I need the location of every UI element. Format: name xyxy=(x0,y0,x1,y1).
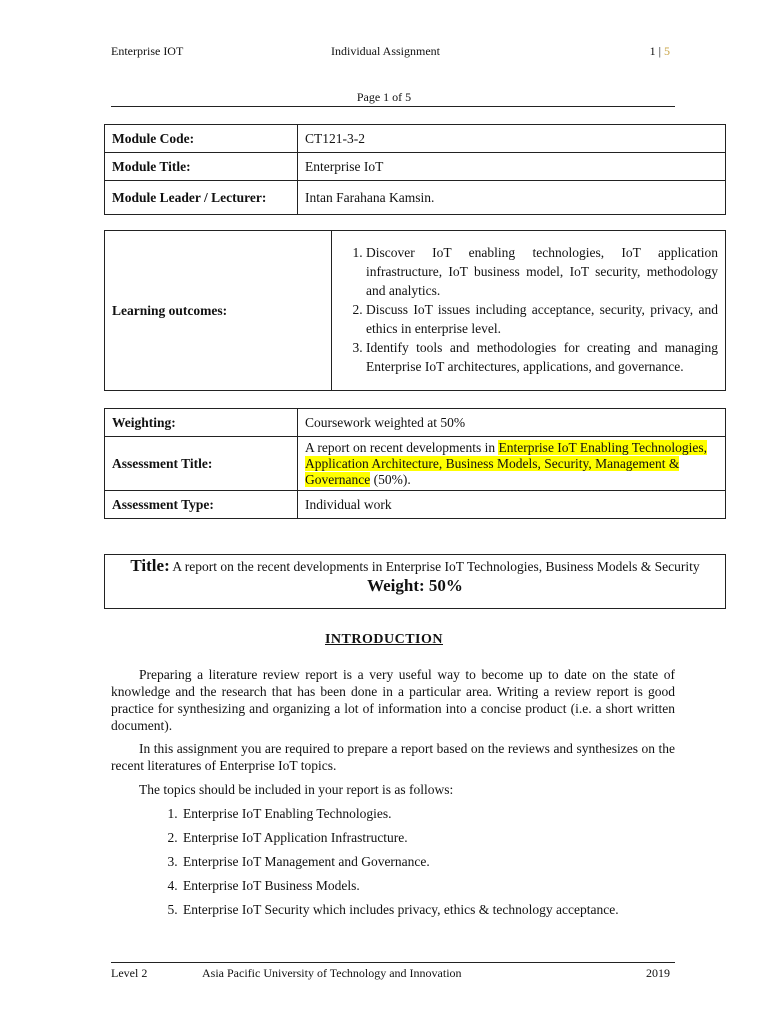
weighting-value: Coursework weighted at 50% xyxy=(298,409,726,437)
list-item: 3. Enterprise IoT Management and Governance. xyxy=(181,853,675,870)
footer-rule xyxy=(111,962,675,963)
footer-level: Level 2 xyxy=(111,966,148,980)
header-module-name: Enterprise IOT xyxy=(111,44,184,58)
table-row xyxy=(105,153,726,181)
topics-list xyxy=(111,805,675,925)
intro-paragraph-2: In this assignment you are required to prepare a report based on the reviews and synthesizes on the recent literatures of Enterprise IoT topics. xyxy=(111,741,675,773)
learning-outcomes-cell xyxy=(332,231,726,391)
table-row xyxy=(105,491,726,519)
list-item: 1. Discover IoT enabling technologies, IoT application infrastructure, IoT business model, IoT security, methodology and analytics. xyxy=(366,243,718,300)
list-item: 3. Identify tools and methodologies for creating and managing Enterprise IoT architectures, applications, and governance. xyxy=(366,338,718,376)
list-item: 2. Enterprise IoT Application Infrastructure. xyxy=(181,829,675,846)
table-row xyxy=(105,125,726,153)
learning-outcomes-label: Learning outcomes: xyxy=(105,231,332,391)
table-row xyxy=(105,181,726,215)
list-item: 5. Enterprise IoT Security which includes privacy, ethics & technology acceptance. xyxy=(181,901,675,918)
title-word: Title: xyxy=(130,556,170,575)
table-row xyxy=(105,409,726,437)
module-info-table xyxy=(104,124,726,215)
assessment-title-label: Assessment Title: xyxy=(105,437,298,491)
highlighted-topics: Enterprise IoT Enabling Technologies, Application Architecture, Business Models, Security, Management & Governance xyxy=(305,439,707,487)
intro-paragraph-1: Preparing a literature review report is a very useful way to become up to date on the state of knowledge and the research that has been done in a particular area. Writing a review report is good practice for synthesizing and organizing a lot of information into a concise product (i.e. a short written document). xyxy=(111,667,675,733)
list-item: 1. Enterprise IoT Enabling Technologies. xyxy=(181,805,675,822)
assignment-title-box xyxy=(104,554,726,609)
list-item: 2. Discuss IoT issues including acceptance, security, privacy, and ethics in enterprise level. xyxy=(366,300,718,338)
footer-year: 2019 xyxy=(646,966,670,980)
page-of-indicator: Page 1 of 5 xyxy=(356,90,412,104)
header-doc-type: Individual Assignment xyxy=(331,44,440,58)
module-title-label: Module Title: xyxy=(105,153,298,181)
module-leader-label: Module Leader / Lecturer: xyxy=(105,181,298,215)
module-code-value: CT121-3-2 xyxy=(298,125,726,153)
introduction-heading: INTRODUCTION xyxy=(324,632,443,647)
assignment-weight: Weight: 50% xyxy=(367,576,463,595)
table-row xyxy=(105,437,726,491)
list-item: 4. Enterprise IoT Business Models. xyxy=(181,877,675,894)
weighting-label: Weighting: xyxy=(105,409,298,437)
module-leader-value: Intan Farahana Kamsin. xyxy=(298,181,726,215)
intro-paragraph-3: The topics should be included in your report is as follows: xyxy=(139,782,454,797)
module-code-label: Module Code: xyxy=(105,125,298,153)
header-page-number: 1 | 5 xyxy=(649,44,670,58)
assessment-table xyxy=(104,408,726,519)
module-title-value: Enterprise IoT xyxy=(298,153,726,181)
header-rule xyxy=(111,106,675,107)
footer-university: Asia Pacific University of Technology and Innovation xyxy=(202,966,462,980)
learning-outcomes-table xyxy=(104,230,726,391)
table-row xyxy=(105,231,726,391)
assessment-type-label: Assessment Type: xyxy=(105,491,298,519)
assessment-type-value: Individual work xyxy=(298,491,726,519)
assessment-title-value: A report on recent developments in Enterprise IoT Enabling Technologies, Application Architecture, Business Models, Security, Management & Governance (50%). xyxy=(298,437,726,491)
assignment-title-text: A report on the recent developments in Enterprise IoT Technologies, Business Models & Security xyxy=(169,559,700,574)
learning-outcomes-list xyxy=(336,243,718,376)
